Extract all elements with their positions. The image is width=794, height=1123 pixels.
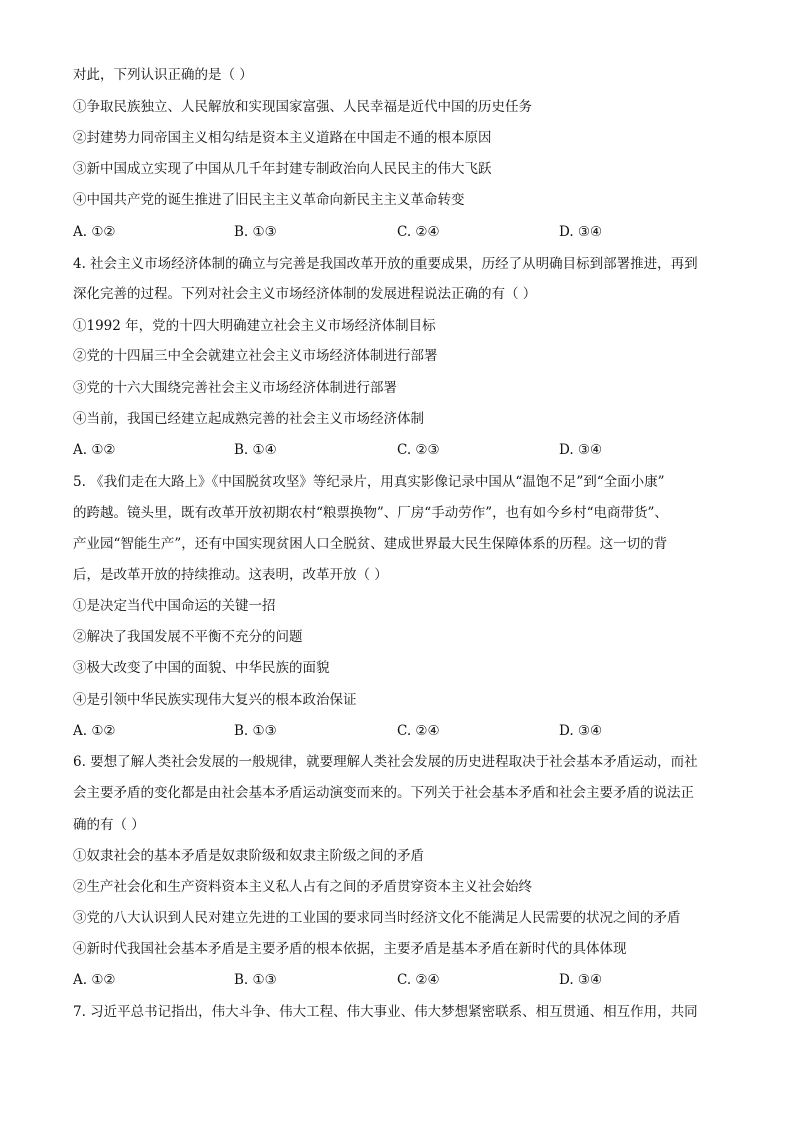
q6-option-b: B. ①③ bbox=[234, 972, 277, 988]
q4-option-c: C. ②③ bbox=[397, 442, 440, 458]
q5-option-c: C. ②④ bbox=[397, 723, 440, 739]
q7-stem-line-1: 7. 习近平总书记指出，伟大斗争、伟大工程、伟大事业、伟大梦想紧密联系、相互贯通、相互作用，共同 bbox=[73, 1004, 698, 1020]
q5-stem-line-1: 5. 《我们走在大路上》《中国脱贫攻坚》等纪录片，用真实影像记录中国从“温饱不足”到“全面小康” bbox=[73, 474, 665, 490]
q6-options bbox=[73, 970, 723, 990]
q3-option-a: A. ①② bbox=[73, 224, 116, 240]
q6-item-4: ④新时代我国社会基本矛盾是主要矛盾的根本依据，主要矛盾是基本矛盾在新时代的具体体现 bbox=[73, 941, 627, 957]
q4-option-d: D. ③④ bbox=[559, 442, 603, 458]
q5-stem-line-2: 的跨越。镜头里，既有改革开放初期农村“粮票换物”、厂房“手动劳作”，也有如今乡村“电商带货”、 bbox=[73, 505, 668, 521]
q3-options bbox=[73, 222, 723, 242]
q6-option-d: D. ③④ bbox=[559, 972, 603, 988]
q3-option-d: D. ③④ bbox=[559, 224, 603, 240]
q5-item-2: ②解决了我国发展不平衡不充分的问题 bbox=[73, 629, 303, 645]
q5-stem-line-3: 产业园“智能生产”，还有中国实现贫困人口全脱贫、建成世界最大民生保障体系的历程。这一切的背 bbox=[73, 536, 668, 552]
q6-option-a: A. ①② bbox=[73, 972, 116, 988]
q4-stem-line-1: 4. 社会主义市场经济体制的确立与完善是我国改革开放的重要成果，历经了从明确目标到部署推进，再到 bbox=[73, 256, 698, 272]
q5-stem-line-4: 后，是改革开放的持续推动。这表明，改革开放（ ） bbox=[73, 567, 388, 583]
q3-option-c: C. ②④ bbox=[397, 224, 440, 240]
q5-item-1: ①是决定当代中国命运的关键一招 bbox=[73, 598, 276, 614]
q4-item-2: ②党的十四届三中全会就建立社会主义市场经济体制进行部署 bbox=[73, 348, 438, 364]
q4-option-b: B. ①④ bbox=[234, 442, 277, 458]
q3-item-3: ③新中国成立实现了中国从几千年封建专制政治向人民民主的伟大飞跃 bbox=[73, 161, 492, 177]
q3-item-4: ④中国共产党的诞生推进了旧民主主义革命向新民主主义革命转变 bbox=[73, 192, 465, 208]
q6-item-1: ①奴隶社会的基本矛盾是奴隶阶级和奴隶主阶级之间的矛盾 bbox=[73, 848, 424, 864]
q3-item-2: ②封建势力同帝国主义相勾结是资本主义道路在中国走不通的根本原因 bbox=[73, 130, 492, 146]
q3-option-b: B. ①③ bbox=[234, 224, 277, 240]
q6-stem-line-3: 确的有（ ） bbox=[73, 817, 145, 833]
q6-option-c: C. ②④ bbox=[397, 972, 440, 988]
q3-stem: 对此，下列认识正确的是（ ） bbox=[73, 67, 253, 83]
q5-item-3: ③极大改变了中国的面貌、中华民族的面貌 bbox=[73, 660, 330, 676]
q4-options bbox=[73, 440, 723, 460]
q4-item-3: ③党的十六大围绕完善社会主义市场经济体制进行部署 bbox=[73, 380, 397, 396]
q6-stem-line-1: 6. 要想了解人类社会发展的一般规律，就要理解人类社会发展的历史进程取决于社会基本矛盾运动，而社 bbox=[73, 754, 698, 770]
q6-item-3: ③党的八大认识到人民对建立先进的工业国的要求同当时经济文化不能满足人民需要的状况之间的矛盾 bbox=[73, 910, 681, 926]
q6-stem-line-2: 会主要矛盾的变化都是由社会基本矛盾运动演变而来的。下列关于社会基本矛盾和社会主要矛盾的说法正 bbox=[73, 785, 694, 801]
q5-item-4: ④是引领中华民族实现伟大复兴的根本政治保证 bbox=[73, 692, 357, 708]
q5-option-d: D. ③④ bbox=[559, 723, 603, 739]
q3-item-1: ①争取民族独立、人民解放和实现国家富强、人民幸福是近代中国的历史任务 bbox=[73, 99, 532, 115]
q4-item-4: ④当前，我国已经建立起成熟完善的社会主义市场经济体制 bbox=[73, 411, 424, 427]
q5-options bbox=[73, 721, 723, 741]
q4-option-a: A. ①② bbox=[73, 442, 116, 458]
q5-option-a: A. ①② bbox=[73, 723, 116, 739]
q4-stem-line-2: 深化完善的过程。下列对社会主义市场经济体制的发展进程说法正确的有（ ） bbox=[73, 286, 537, 302]
q5-option-b: B. ①③ bbox=[234, 723, 277, 739]
q4-item-1: ①1992 年，党的十四大明确建立社会主义市场经济体制目标 bbox=[73, 318, 436, 334]
q6-item-2: ②生产社会化和生产资料资本主义私人占有之间的矛盾贯穿资本主义社会始终 bbox=[73, 879, 532, 895]
